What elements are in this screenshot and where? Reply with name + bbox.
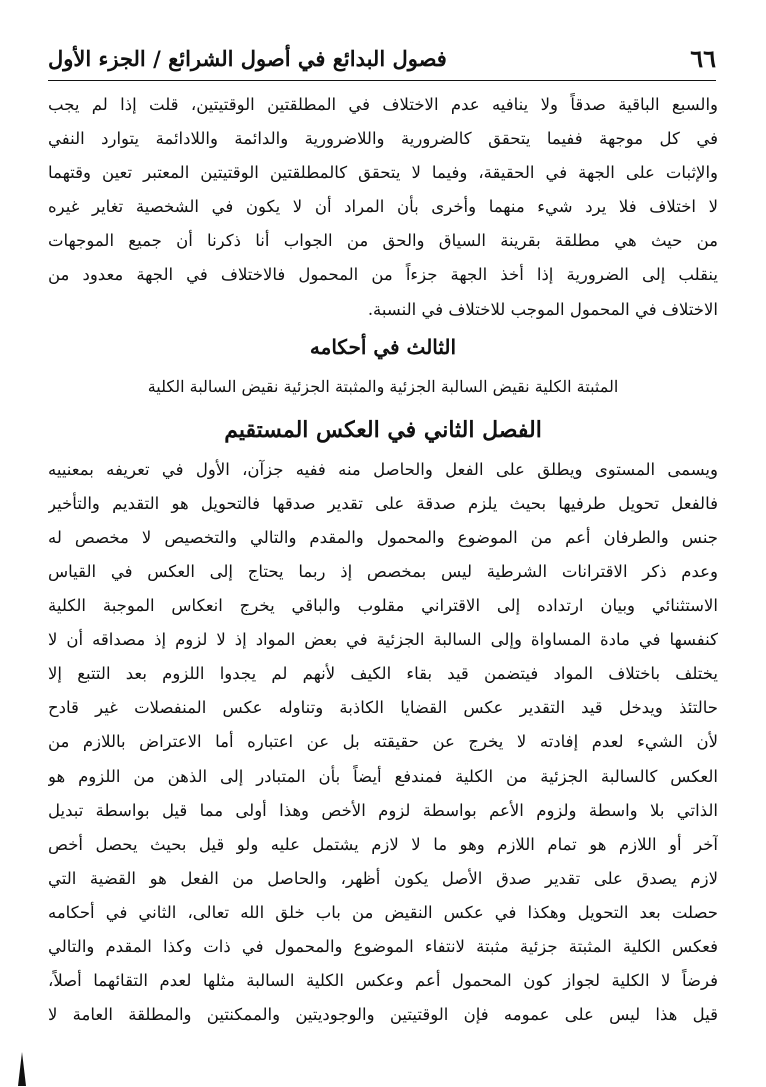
text-line: جنس والطرفان أعم من الموضوع والمحمول والمقدم والتالي والتخصيص لا مخصص له xyxy=(48,527,718,547)
text-line: حالتئذ ويدخل قيد التقدير عكس القضايا الكاذبة وتناوله عكس المنفصلات غير قادح xyxy=(48,698,718,718)
text-line: ويسمى المستوى ويطلق على الفعل والحاصل منه ففيه جزآن، الأول في تعريفه بمعنييه xyxy=(48,459,718,479)
body-text xyxy=(48,88,718,1032)
text-line: لأن الشيء لعدم إفادته لا يخرج عن حقيقته بل عن اعتباره أما الاعتراض باللازم من xyxy=(48,732,718,752)
text-line: الاختلاف في المحمول الموجب للاختلاف في النسبة. xyxy=(367,299,718,319)
text-line: الذاتي بلا واسطة ولزوم الأعم بواسطة لزوم الأخص وهذا أولى مما قيل بواسطة تبديل xyxy=(48,800,718,820)
text-line: وعدم ذكر الاقترانات الشرطية ليس بمخصص إذ ربما يحتاج إلى العكس في القياس xyxy=(48,561,718,581)
text-line: آخر أو اللازم هو تمام اللازم وهو ما لا لازم يشتمل عليه ولو قيل بحيث يحصل أخص xyxy=(48,834,718,854)
text-line: يختلف باختلاف المواد فيتضمن قيد بقاء الكيف لأنهم لم يجدوا اللزوم بعد التتبع إلا xyxy=(48,664,718,684)
text-line: في كل موجهة ففيما يتحقق كالضرورية واللاضرورية والدائمة واللادائمة يتوارد النفي xyxy=(48,129,718,149)
text-line: لازم يصدق على تقدير صدق الأصل يكون أظهر، والحاصل من الفعل هو القضية التي xyxy=(48,868,718,888)
book-title: فصول البدائع في أصول الشرائع / الجزء الأول xyxy=(48,46,447,71)
header-divider xyxy=(48,80,716,81)
text-line: قيل هذا ليس على عمومه فإن الوقتيتين والوجوديتين والممكنتين والمطلقة العامة لا xyxy=(48,1005,718,1025)
scan-edge-mark xyxy=(18,1052,26,1086)
text-line: كنفسها في مادة المساواة وإلى السالبة الجزئية في بعض المواد إذ لا لزوم إذ مصداقه أن لا xyxy=(48,630,718,650)
page-number: ٦٦ xyxy=(690,44,716,73)
chapter-heading: الفصل الثاني في العكس المستقيم xyxy=(224,416,542,443)
text-line: والسبع الباقية صدقاً ولا ينافيه عدم الاختلاف في المطلقتين الوقتيتين، قلت إذا لم يجب xyxy=(48,95,718,114)
text-line: العكس كالسالبة الجزئية من الكلية فمندفع أيضاً بأن المتبادر إلى الذهن من اللزوم هو xyxy=(48,766,718,786)
text-line: حصلت بعد التحويل وهكذا في عكس النقيض من باب خلق الله تعالى، الثاني في أحكامه xyxy=(48,902,718,922)
text-line: لا اختلاف فلا يرد شيء منهما وأخرى بأن المراد أن لا يكون في الشخصية تغاير غيره xyxy=(48,197,718,217)
text-line: فرضاً لا الكلية لجواز كون المحمول أعم وعكس الكلية السالبة مثلها لعدم التقائهما أصلاً، xyxy=(48,971,718,991)
section-heading: الثالث في أحكامه xyxy=(309,334,457,359)
text-line: والإثبات على الجهة في الحقيقة، وفيما لا يتحقق كالمطلقتين الوقتيتين المعتبر تعين وقتهما xyxy=(48,163,718,183)
text-line: من حيث هي مطلقة بقرينة السياق والحق من الجواب أنا ذكرنا أن جميع الموجهات xyxy=(48,231,718,251)
text-line: الاستثنائي وبيان ارتداده إلى الاقتراني مقلوب والباقي يخرج انعكاس الموجبة الكلية xyxy=(48,596,718,616)
text-line: ينقلب إلى الضرورية إذا أخذ الجهة جزءاً من المحمول فالاختلاف في الجهة معدود من xyxy=(48,265,718,285)
rule-statement: المثبتة الكلية نقيض السالبة الجزئية والمثبتة الجزئية نقيض السالبة الكلية xyxy=(147,376,619,396)
text-line: فالفعل تحويل طرفيها بحيث يلزم صدقة على تقدير صدقها فالتحويل هو التقديم والتأخير xyxy=(48,493,718,513)
running-header xyxy=(48,44,716,74)
text-line: فعكس الكلية المثبتة جزئية مثبتة لانتفاء الموضوع والمحمول في ذات وكذا المقدم والتالي xyxy=(48,936,718,956)
